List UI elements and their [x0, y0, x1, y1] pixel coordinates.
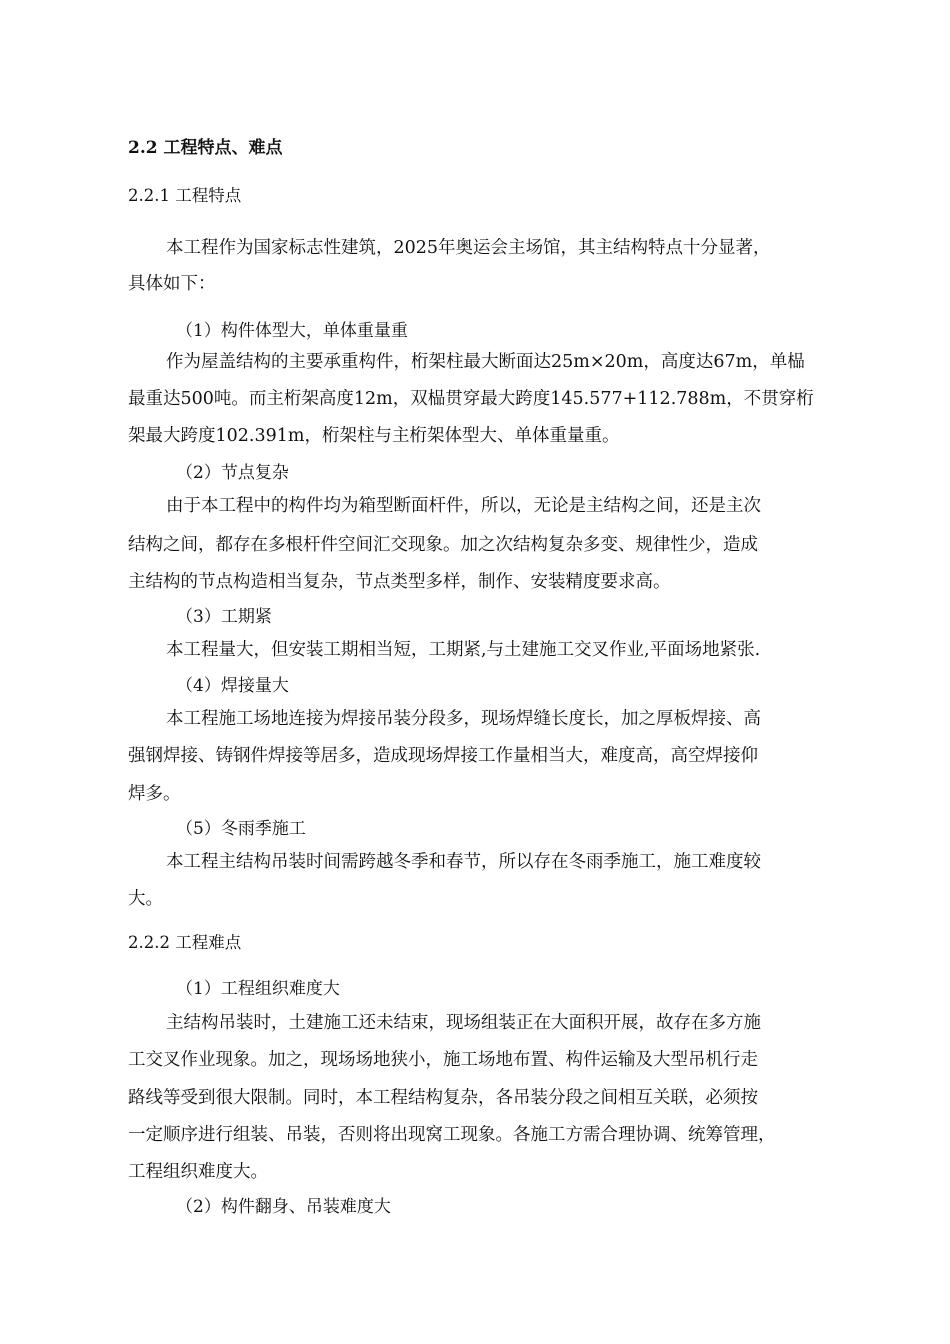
feature-item-text: 架最大跨度102.391m，桁架柱与主桁架体型大、单体重量重。 [128, 426, 620, 446]
section-heading: 2.2 工程特点、难点 [128, 138, 283, 158]
feature-item-text: 由于本工程中的构件均为箱型断面杆件，所以，无论是主结构之间，还是主次 [166, 496, 761, 516]
feature-item-text: 大。 [128, 889, 163, 909]
feature-item-text: 作为屋盖结构的主要承重构件，桁架柱最大断面达25m×20m，高度达67m，单榀 [166, 352, 805, 372]
feature-item-title: （1）构件体型大，单体重量重 [176, 321, 408, 341]
feature-item-text: 强钢焊接、铸钢件焊接等居多，造成现场焊接工作量相当大，难度高，高空焊接仰 [128, 746, 758, 766]
feature-item-text: 焊多。 [128, 784, 181, 804]
intro-line-1: 本工程作为国家标志性建筑，2025年奥运会主场馆，其主结构特点十分显著， [166, 238, 771, 258]
difficulty-item-text: 一定顺序进行组装、吊装，否则将出现窝工现象。各施工方需合理协调、统筹管理， [128, 1125, 776, 1145]
feature-item-text: 本工程量大，但安装工期相当短，工期紧,与土建施工交叉作业,平面场地紧张. [166, 640, 761, 660]
subsection-heading-difficulties: 2.2.2 工程难点 [128, 933, 242, 952]
difficulty-item-text: 工程组织难度大。 [128, 1162, 268, 1182]
difficulty-item-title: （1）工程组织难度大 [176, 979, 340, 999]
difficulty-item-text: 路线等受到很大限制。同时，本工程结构复杂，各吊装分段之间相互关联，必须按 [128, 1088, 758, 1108]
subsection-heading-features: 2.2.1 工程特点 [128, 186, 242, 205]
feature-item-text: 本工程主结构吊装时间需跨越冬季和春节，所以存在冬雨季施工，施工难度较 [166, 852, 761, 872]
feature-item-title: （3）工期紧 [176, 607, 272, 627]
feature-item-title: （5）冬雨季施工 [176, 819, 306, 839]
feature-item-title: （2）节点复杂 [176, 463, 289, 483]
difficulty-item-title: （2）构件翻身、吊装难度大 [176, 1197, 391, 1217]
feature-item-title: （4）焊接量大 [176, 676, 289, 696]
feature-item-text: 最重达500吨。而主桁架高度12m，双榀贯穿最大跨度145.577+112.788m，不贯穿桁 [128, 389, 814, 409]
feature-item-text: 主结构的节点构造相当复杂，节点类型多样，制作、安装精度要求高。 [128, 572, 671, 592]
difficulty-item-text: 工交叉作业现象。加之，现场场地狭小，施工场地布置、构件运输及大型吊机行走 [128, 1050, 758, 1070]
feature-item-text: 结构之间，都存在多根杆件空间汇交现象。加之次结构复杂多变、规律性少，造成 [128, 535, 758, 555]
difficulty-item-text: 主结构吊装时，土建施工还未结束，现场组装正在大面积开展，故存在多方施 [166, 1013, 761, 1033]
feature-item-text: 本工程施工场地连接为焊接吊装分段多，现场焊缝长度长，加之厚板焊接、高 [166, 709, 761, 729]
intro-line-2: 具体如下： [128, 274, 216, 294]
